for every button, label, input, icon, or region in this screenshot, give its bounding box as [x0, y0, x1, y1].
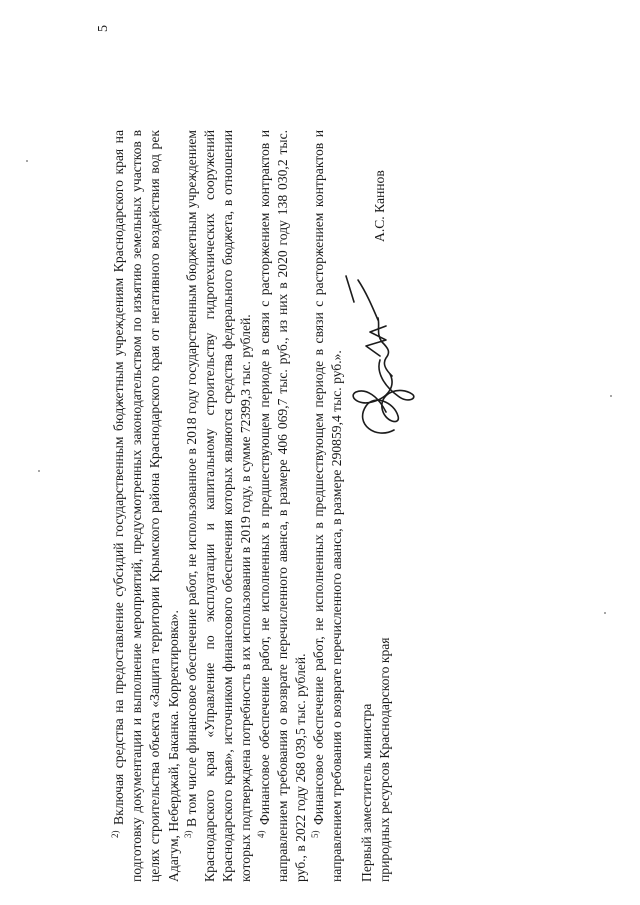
footnote-text: Включая средства на предоставление субсидий государственным бюджетным учреждениям Краснодарского края на подготовку документации и выполнение мероприятий, предусмотренных законодательством по изъятию земельных участков в целях строительства объекта «Защита территории Крымского района Краснодарского края от негативного воздействия вод рек Адагум, Неберджай, Баканка. Корректировка».: [111, 130, 181, 882]
footnote-text: В том числе финансовое обеспечение работ, не использованное в 2018 году государственным бюджетным учреждением Краснодарского края «Управление по эксплуатации и капитальному строительству гидротехнических сооружений Краснодарского края», источником финансового обеспечения которых являются средства федерального бюджета, в отношении которых подтверждена потребность в их использовании в 2019 году, в сумме 72399,3 тыс. рублей.: [183, 130, 254, 882]
footnote-mark: 5): [310, 830, 321, 838]
signatory-position-line-1: Первый заместитель министра: [359, 703, 374, 882]
signatory-name: А.С. Каннов: [372, 170, 387, 242]
footnote-5: [310, 130, 346, 882]
scan-speck: [38, 470, 40, 472]
footnote-text: Финансовое обеспечение работ, не исполненных в предшествующем периоде в связи с расторжением контрактов и направлением требования о возврате перечисленного аванса, в размере 290859,4 тыс. руб.».: [311, 130, 345, 882]
footnote-text: Финансовое обеспечение работ, не исполненных в предшествующем периоде в связи с расторжением контрактов и направлением требования о возврате перечисленного аванса, в размере 406 069,7 тыс. руб., из них в 2020 году 138 030,2 тыс. руб., в 2022 году 268 039,5 тыс. рублей.: [256, 130, 309, 882]
handwritten-signature-icon: [336, 272, 431, 452]
footnote-4: [256, 130, 311, 882]
document-page: [96, 22, 636, 882]
scan-speck: [26, 160, 28, 162]
page-number: 5: [96, 25, 111, 32]
scan-speck: [604, 612, 606, 614]
scan-speck: [610, 395, 612, 397]
signatory-position-line-2: природных ресурсов Краснодарского края: [377, 637, 393, 882]
signatory-position: [358, 637, 394, 882]
footnote-mark: 3): [182, 830, 193, 838]
footnote-2: [110, 130, 183, 882]
footnote-mark: 4): [255, 830, 266, 838]
footnote-3: [183, 130, 256, 882]
footnotes-block: [110, 130, 347, 882]
footnote-mark: 2): [110, 830, 120, 838]
